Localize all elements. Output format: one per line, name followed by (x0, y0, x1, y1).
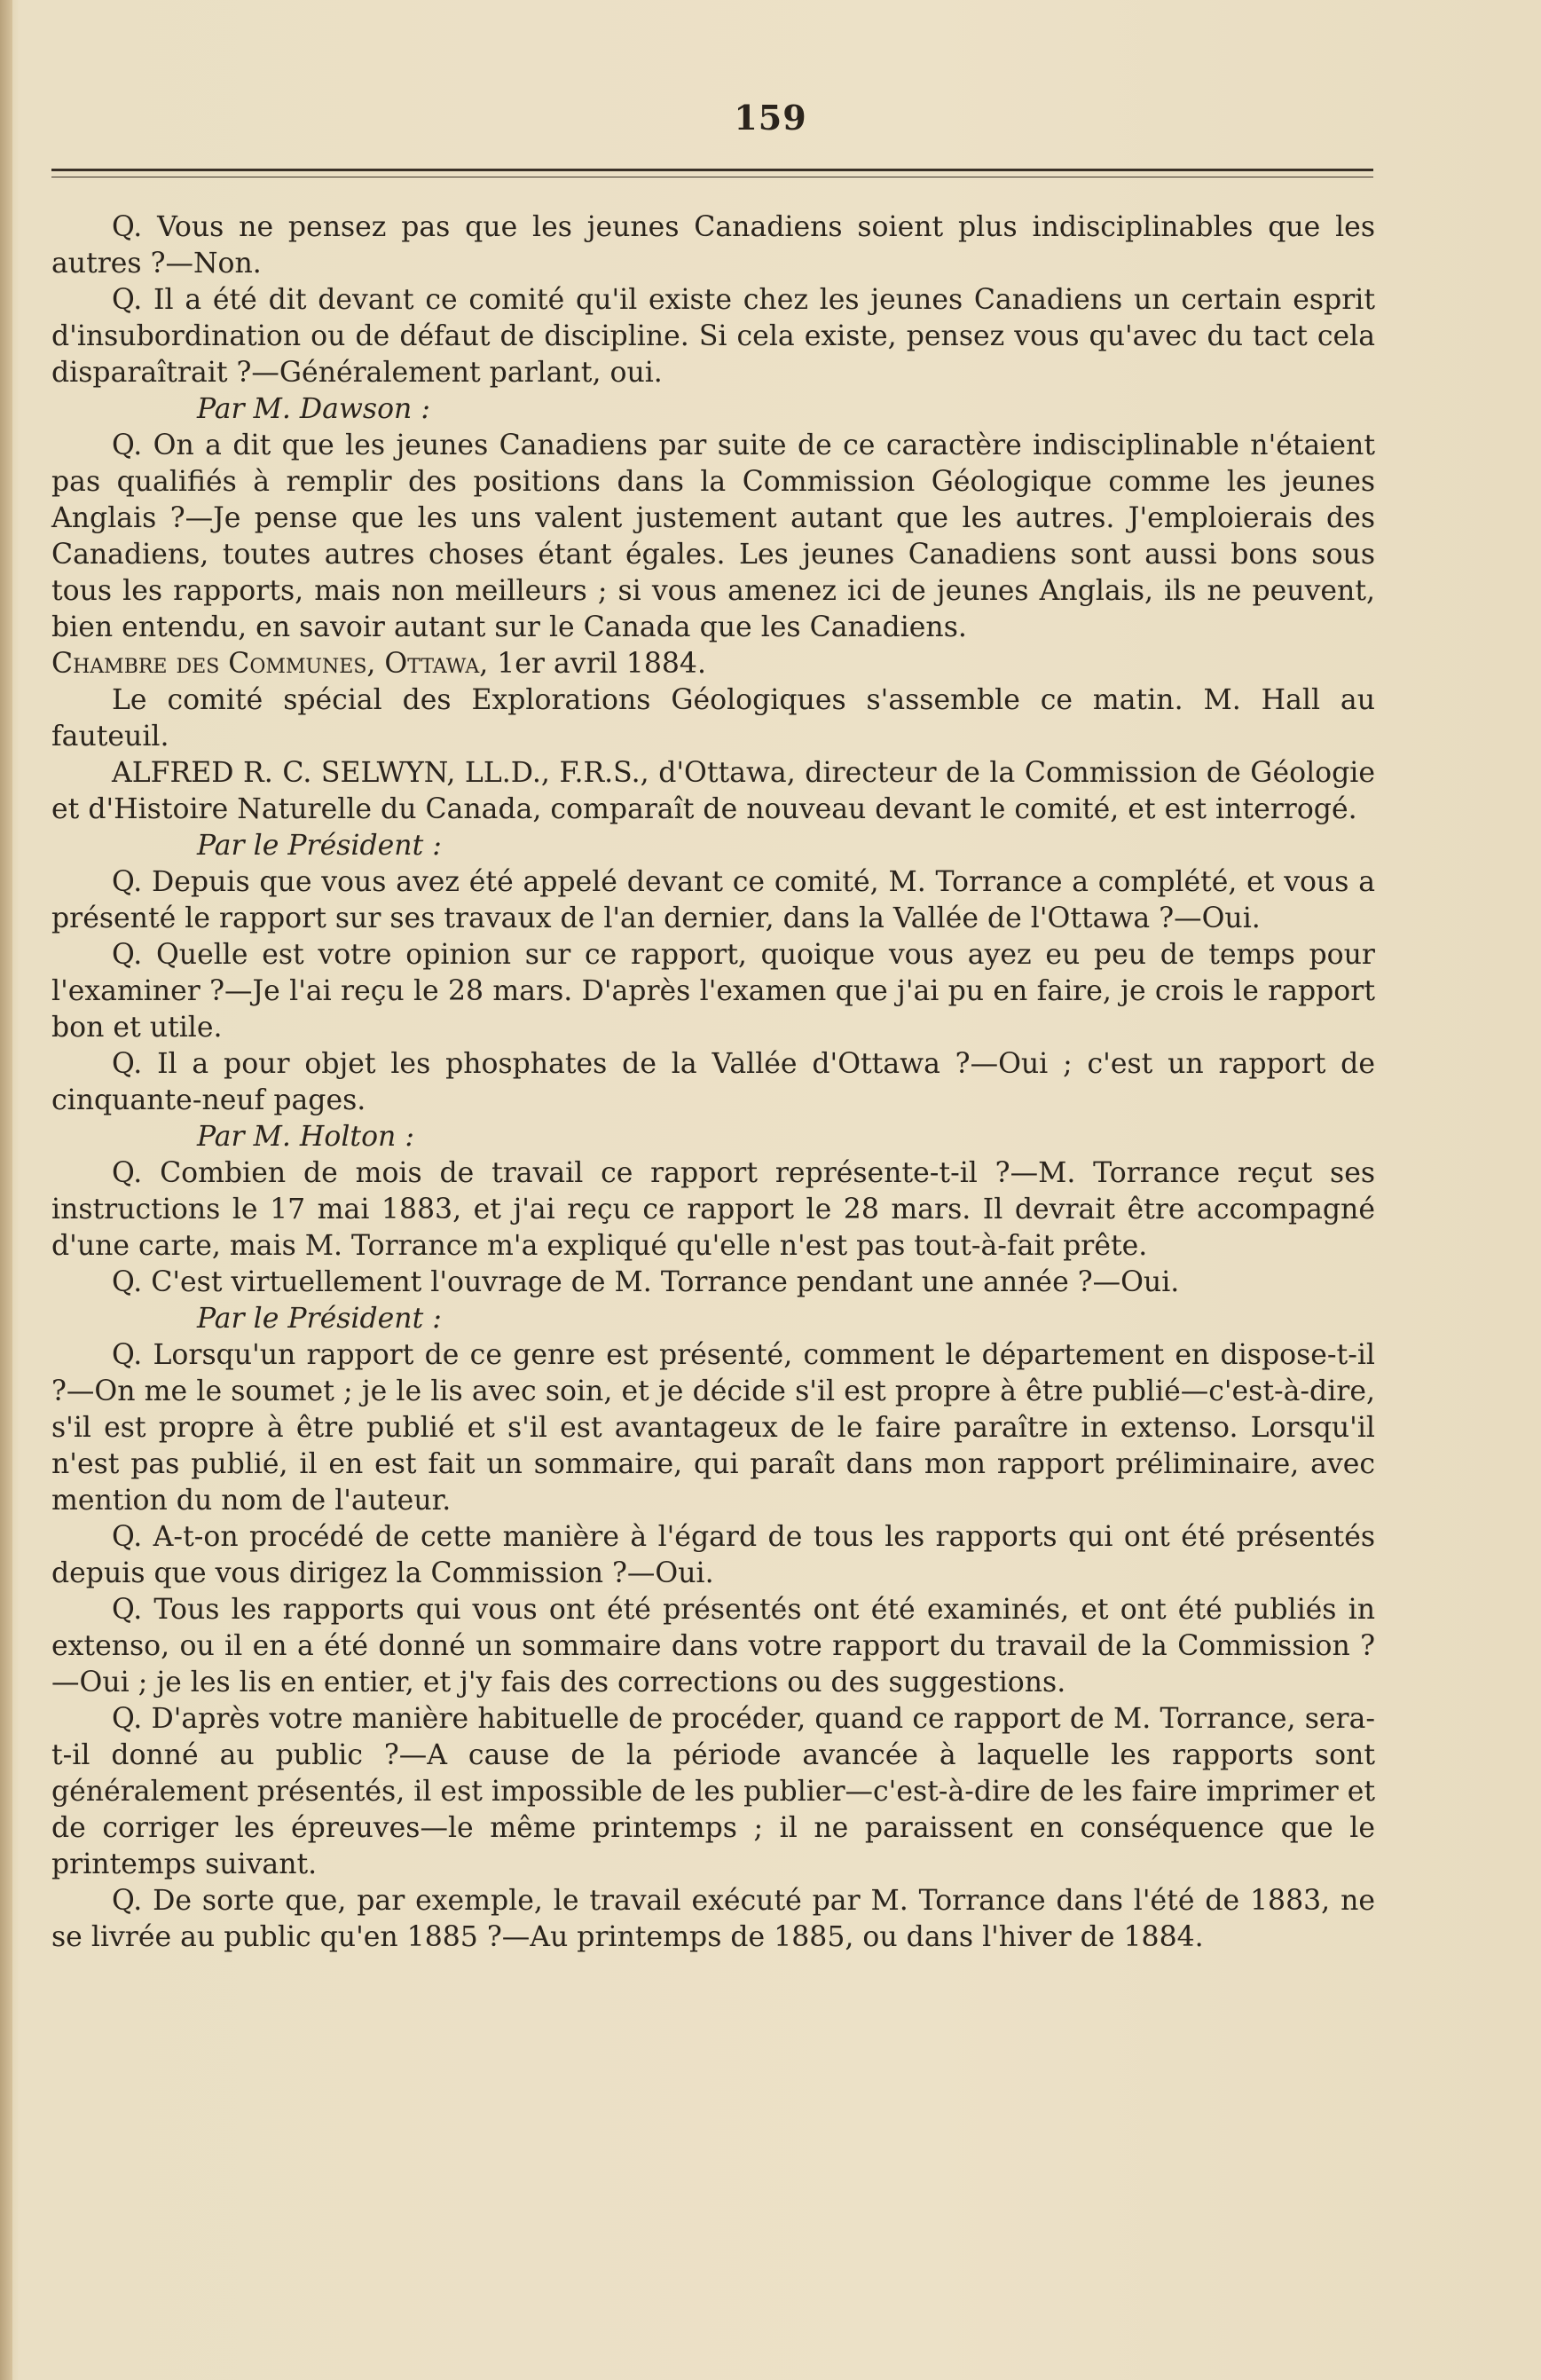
session-place: Chambre des Communes, Ottawa, (51, 648, 489, 680)
speaker-label: Par le Président : (197, 830, 442, 862)
speaker-label: Par le Président : (197, 1303, 442, 1335)
header-rule (51, 169, 1373, 171)
paragraph: Q. Lorsqu'un rapport de ce genre est présenté, comment le département en dispose-t-il ?—On me le soumet ; je le lis avec soin, et je décide s'il est propre à être publié—c'est-à-dire, s'il est propre à être publié et s'il est avantageux de le faire paraître in extenso. Lorsqu'il n'est pas publié, il en est fait un sommaire, qui paraît dans mon rapport préliminaire, avec mention du nom de l'auteur. (51, 1339, 1375, 1517)
paragraph: ALFRED R. C. SELWYN, LL.D., F.R.S., d'Ottawa, directeur de la Commission de Géologie et d'Histoire Naturelle du Canada, comparaît de nouveau devant le comité, et est interrogé. (51, 757, 1375, 825)
paragraph: Q. C'est virtuellement l'ouvrage de M. Torrance pendant une année ?—Oui. (112, 1266, 1180, 1298)
body-text (51, 209, 1375, 1956)
paragraph: Q. Vous ne pensez pas que les jeunes Canadiens soient plus indisciplinables que les autres ?—Non. (51, 211, 1375, 280)
paragraph: Q. Depuis que vous avez été appelé devant ce comité, M. Torrance a complété, et vous a présenté le rapport sur ses travaux de l'an dernier, dans la Vallée de l'Ottawa ?—Oui. (51, 866, 1375, 934)
paragraph: Le comité spécial des Explorations Géologiques s'assemble ce matin. M. Hall au fauteuil. (51, 684, 1375, 753)
session-date: 1er avril 1884. (497, 648, 706, 680)
session-heading (51, 646, 1375, 682)
paragraph: Q. Il a été dit devant ce comité qu'il existe chez les jeunes Canadiens un certain esprit d'insubordination ou de défaut de discipline. Si cela existe, pensez vous qu'avec du tact cela disparaîtrait ?—Généralement parlant, oui. (51, 284, 1375, 389)
paragraph: Q. Tous les rapports qui vous ont été présentés ont été examinés, et ont été publiés in extenso, ou il en a été donné un sommaire dans votre rapport du travail de la Commission ?—Oui ; je les lis en entier, et j'y fais des corrections ou des suggestions. (51, 1594, 1375, 1698)
paragraph: Q. Combien de mois de travail ce rapport représente-t-il ?—M. Torrance reçut ses instructions le 17 mai 1883, et j'ai reçu ce rapport le 28 mars. Il devrait être accompagné d'une carte, mais M. Torrance m'a expliqué qu'elle n'est pas tout-à-fait prête. (51, 1157, 1375, 1262)
paragraph: Q. D'après votre manière habituelle de procéder, quand ce rapport de M. Torrance, sera-t-il donné au public ?—A cause de la période avancée à laquelle les rapports sont généralement présentés, il est impossible de les publier—c'est-à-dire de les faire imprimer et de corriger les épreuves—le même printemps ; il ne paraissent en conséquence que le printemps suivant. (51, 1703, 1375, 1880)
paragraph: Q. Il a pour objet les phosphates de la Vallée d'Ottawa ?—Oui ; c'est un rapport de cinquante-neuf pages. (51, 1048, 1375, 1116)
page-spine-shadow (0, 0, 12, 2380)
page-number: 159 (734, 98, 807, 138)
paragraph: Q. De sorte que, par exemple, le travail exécuté par M. Torrance dans l'été de 1883, ne se livrée au public qu'en 1885 ?—Au printemps de 1885, ou dans l'hiver de 1884. (51, 1885, 1375, 1953)
paragraph: Q. A-t-on procédé de cette manière à l'égard de tous les rapports qui ont été présentés depuis que vous dirigez la Commission ?—Oui. (51, 1521, 1375, 1589)
speaker-label: Par M. Dawson : (197, 393, 430, 425)
speaker-label: Par M. Holton : (197, 1121, 414, 1153)
paragraph: Q. On a dit que les jeunes Canadiens par suite de ce caractère indisciplinable n'étaient pas qualifiés à remplir des positions dans la Commission Géologique comme les jeunes Anglais ?—Je pense que les uns valent justement autant que les autres. J'emploierais des Canadiens, toutes autres choses étant égales. Les jeunes Canadiens sont aussi bons sous tous les rapports, mais non meilleurs ; si vous amenez ici de jeunes Anglais, ils ne peuvent, bien entendu, en savoir autant sur le Canada que les Canadiens. (51, 430, 1375, 643)
paragraph: Q. Quelle est votre opinion sur ce rapport, quoique vous ayez eu peu de temps pour l'examiner ?—Je l'ai reçu le 28 mars. D'après l'examen que j'ai pu en faire, je crois le rapport bon et utile. (51, 939, 1375, 1044)
